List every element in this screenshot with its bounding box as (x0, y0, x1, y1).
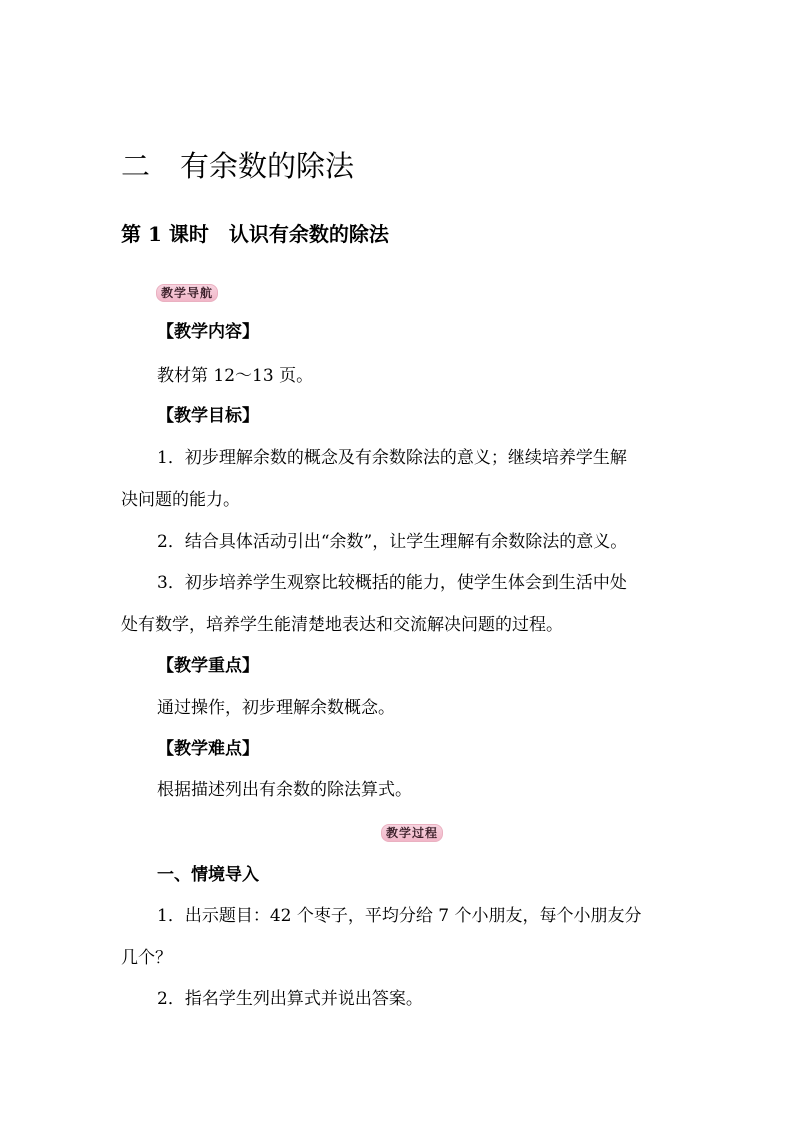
lesson-title (121, 219, 389, 249)
goal-1-line-1: 1．初步理解余数的概念及有余数除法的意义；继续培养学生解 (157, 448, 627, 468)
intro-2: 2．指名学生列出算式并说出答案。 (157, 989, 423, 1009)
teaching-process-tag: 教学过程 (381, 824, 443, 842)
intro-1-line-1: 1．出示题目：42 个枣子，平均分给 7 个小朋友，每个小朋友分 (157, 906, 642, 926)
chapter-title (121, 146, 354, 186)
key-point-text: 通过操作，初步理解余数概念。 (157, 698, 395, 718)
goal-3-line-1: 3．初步培养学生观察比较概括的能力，使学生体会到生活中处 (157, 573, 627, 593)
lesson-name: 认识有余数的除法 (228, 222, 389, 246)
content-heading: 【教学内容】 (157, 322, 259, 342)
content-text: 教材第 12～13 页。 (157, 366, 314, 386)
teaching-guide-tag: 教学导航 (156, 284, 218, 302)
difficulty-heading: 【教学难点】 (157, 739, 259, 759)
difficulty-text: 根据描述列出有余数的除法算式。 (157, 780, 412, 800)
chapter-name: 有余数的除法 (180, 149, 355, 183)
chapter-number: 二 (121, 149, 151, 183)
intro-heading: 一、情境导入 (157, 865, 259, 885)
goal-1-line-2: 决问题的能力。 (121, 490, 240, 510)
intro-1-line-2: 几个？ (121, 948, 172, 968)
goal-2: 2．结合具体活动引出“余数”，让学生理解有余数除法的意义。 (157, 532, 628, 552)
goals-heading: 【教学目标】 (157, 406, 259, 426)
goal-3-line-2: 处有数学，培养学生能清楚地表达和交流解决问题的过程。 (121, 615, 563, 635)
key-point-heading: 【教学重点】 (157, 656, 259, 676)
lesson-number: 第 1 课时 (121, 222, 209, 246)
